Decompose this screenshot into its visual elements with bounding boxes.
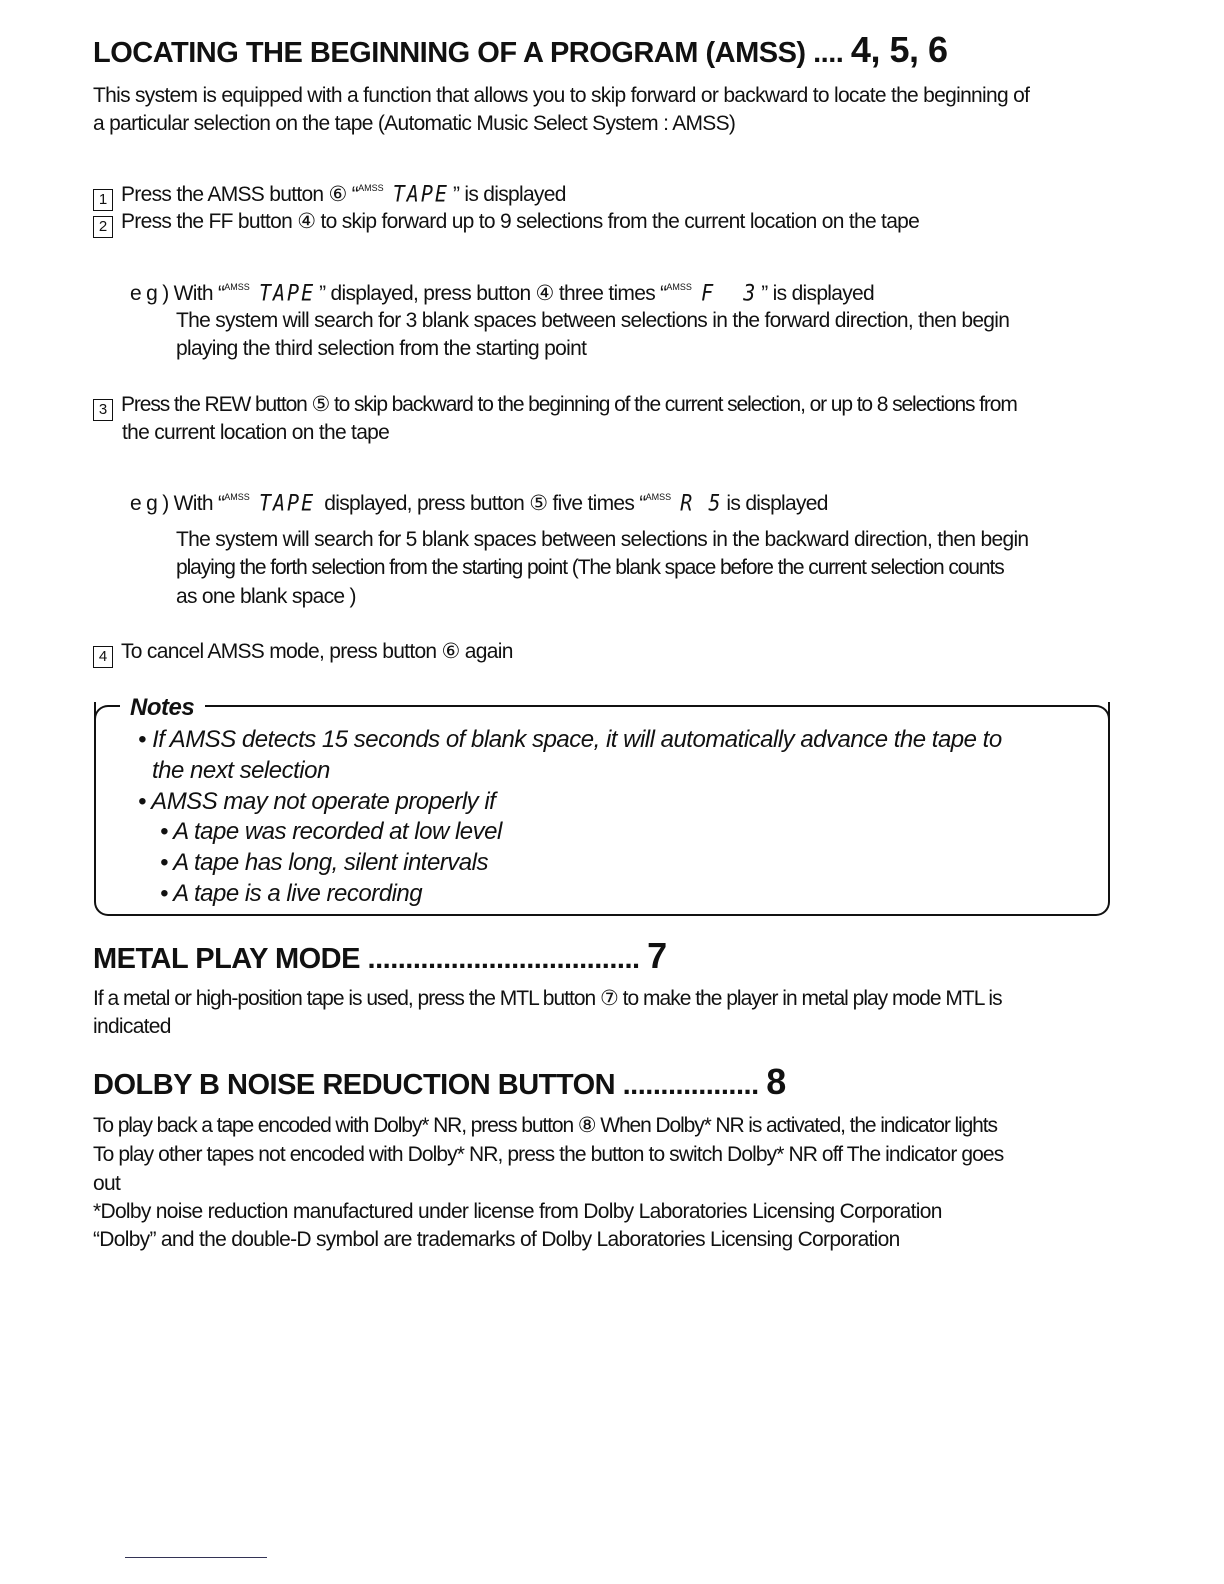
example-2: e g ) With “$^{AMSS}$ TAPE displayed, press button ⑤ five times “$^{AMSS}$ R 5 is displayed [130,489,828,517]
dolby-text: “Dolby” and the double-D symbol are trademarks of Dolby Laboratories Licensing Corporation [93,1228,900,1251]
step-4: 4 To cancel AMSS mode, press button ⑥ again [93,638,513,668]
example-1-desc: playing the third selection from the starting point [176,337,587,360]
notes-corner [1084,705,1110,731]
step-2: 2 Press the FF button ④ to skip forward up to 9 selections from the current location on the tape [93,208,919,238]
dolby-heading: DOLBY B NOISE REDUCTION BUTTON .................. 8 [93,1061,786,1102]
example-2-desc: playing the forth selection from the starting point (The blank space before the current selection counts [176,556,1004,579]
dolby-text: *Dolby noise reduction manufactured under license from Dolby Laboratories Licensing Corporation [93,1200,942,1223]
amss-intro-1: This system is equipped with a function that allows you to skip forward or backward to locate the beginning of [93,84,1030,107]
dolby-text: out [93,1172,121,1195]
example-2-desc: as one blank space ) [176,585,356,608]
amss-heading: LOCATING THE BEGINNING OF A PROGRAM (AMSS) .... 4, 5, 6 [93,29,948,70]
note-item: the next selection [152,757,330,784]
example-1: e g ) With “$^{AMSS}$ TAPE ” displayed, press button ④ three times “$^{AMSS}$ F 3 ” is displayed [130,279,875,307]
notes-corner [94,705,120,731]
metal-heading: METAL PLAY MODE .................................... 7 [93,935,667,976]
footer-rule [125,1557,267,1558]
example-1-desc: The system will search for 3 blank spaces between selections in the forward direction, then begin [176,309,1010,332]
amss-intro-2: a particular selection on the tape (Automatic Music Select System : AMSS) [93,112,736,135]
notes-title: Notes [130,694,195,721]
lcd-display: TAPE [392,180,449,208]
step-1: 1 Press the AMSS button ⑥ “$^{AMSS}$ TAPE ” is displayed [93,174,566,211]
note-item: • A tape has long, silent intervals [160,849,488,876]
note-item: • If AMSS detects 15 seconds of blank space, it will automatically advance the tape to [138,726,1002,753]
note-item: • AMSS may not operate properly if [138,788,496,815]
step-3: 3 Press the REW button ⑤ to skip backward to the beginning of the current selection, or up to 8 selections from [93,391,1017,421]
metal-text: indicated [93,1015,171,1038]
notes-divider [205,705,1095,707]
dolby-text: To play back a tape encoded with Dolby* NR, press button ⑧ When Dolby* NR is activated, the indicator lights [93,1114,997,1137]
metal-text: If a metal or high-position tape is used, press the MTL button ⑦ to make the player in metal play mode MTL is [93,987,1002,1010]
step-3-cont: the current location on the tape [122,421,390,444]
note-item: • A tape is a live recording [160,880,423,907]
dolby-text: To play other tapes not encoded with Dolby* NR, press the button to switch Dolby* NR off The indicator goes [93,1143,1004,1166]
example-2-desc: The system will search for 5 blank spaces between selections in the backward direction, then begin [176,528,1029,551]
note-item: • A tape was recorded at low level [160,818,502,845]
